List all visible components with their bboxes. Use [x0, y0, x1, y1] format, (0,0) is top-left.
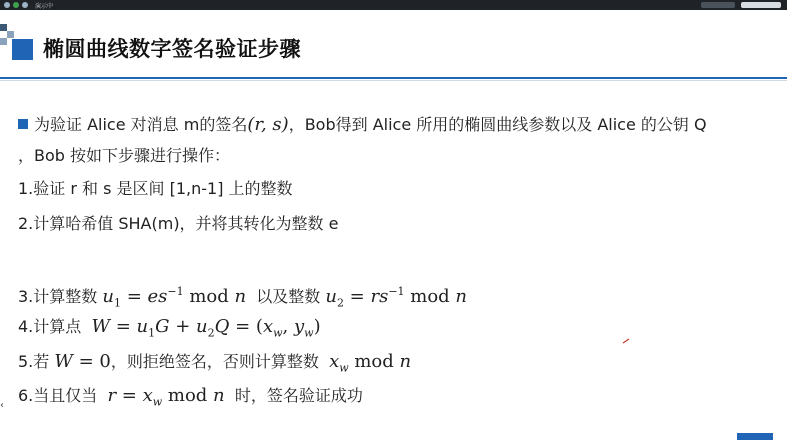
- step-2: 2.计算哈希值 SHA(m)，并将其转化为整数 e: [18, 214, 339, 233]
- step-4: [18, 314, 321, 340]
- intro-part1: 为验证 Alice 对消息 m的签名: [34, 115, 248, 134]
- titlebar-text: 演示中: [35, 2, 54, 10]
- title-marker: [12, 39, 33, 60]
- corner-tab[interactable]: [737, 433, 773, 440]
- deco-square: [0, 24, 7, 31]
- side-arrow-icon[interactable]: ‹: [0, 400, 4, 411]
- step-6-prefix: 6.当且仅当: [18, 386, 98, 405]
- step-5: [18, 349, 411, 375]
- step-5-prefix: 5.若: [18, 352, 50, 371]
- signature-math: (r, s): [247, 114, 289, 135]
- titlebar-right: [701, 1, 781, 9]
- intro-part2: ，Bob得到 Alice 所用的椭圆曲线参数以及 Alice 的公钥 Q: [288, 115, 707, 134]
- slide-title: 椭圆曲线数字签名验证步骤: [43, 37, 301, 61]
- step-5-formula-w: W = 0: [54, 351, 111, 372]
- pen-cursor-icon: [622, 338, 630, 344]
- step-5-mid: ，则拒绝签名，否则计算整数: [110, 352, 319, 371]
- titlebar-control-2[interactable]: [741, 2, 781, 8]
- deco-square: [7, 31, 14, 38]
- step-5-formula-xw: $x_w$ mod n: [329, 351, 412, 375]
- app-icon[interactable]: [4, 2, 10, 8]
- titlebar-left: [4, 1, 53, 9]
- step-4-formula: $W = u_1G + u_2Q = (x_w$, $y_w$): [91, 316, 321, 340]
- deco-square: [0, 38, 7, 45]
- step-1: 1.验证 r 和 s 是区间 [1,n-1] 上的整数: [18, 179, 293, 198]
- step-4-prefix: 4.计算点: [18, 317, 82, 336]
- menu-icon[interactable]: [22, 2, 28, 8]
- intro-line-2: [18, 143, 230, 169]
- step-3-mid: 以及整数: [256, 287, 321, 306]
- step-3-formula-u2: $u_2 = rs^{-1}$ mod n: [325, 285, 468, 310]
- intro-line-1: [18, 112, 707, 138]
- step-6: [18, 383, 363, 409]
- step-3-formula-u1: $u_1 = es^{-1}$ mod n: [102, 285, 247, 310]
- title-divider: [0, 77, 787, 79]
- step-6-suffix: 时，签名验证成功: [234, 386, 363, 405]
- step-3-prefix: 3.计算整数: [18, 287, 98, 306]
- title-divider-light: [0, 80, 787, 81]
- record-icon[interactable]: [13, 2, 19, 8]
- window-titlebar: [0, 0, 787, 10]
- titlebar-control[interactable]: [701, 2, 735, 8]
- intro-part3: ，Bob 按如下步骤进行操作：: [18, 146, 231, 165]
- step-3: [18, 279, 468, 310]
- step-6-formula: $r = x_w$ mod n: [107, 385, 225, 409]
- bullet-icon: [18, 119, 28, 129]
